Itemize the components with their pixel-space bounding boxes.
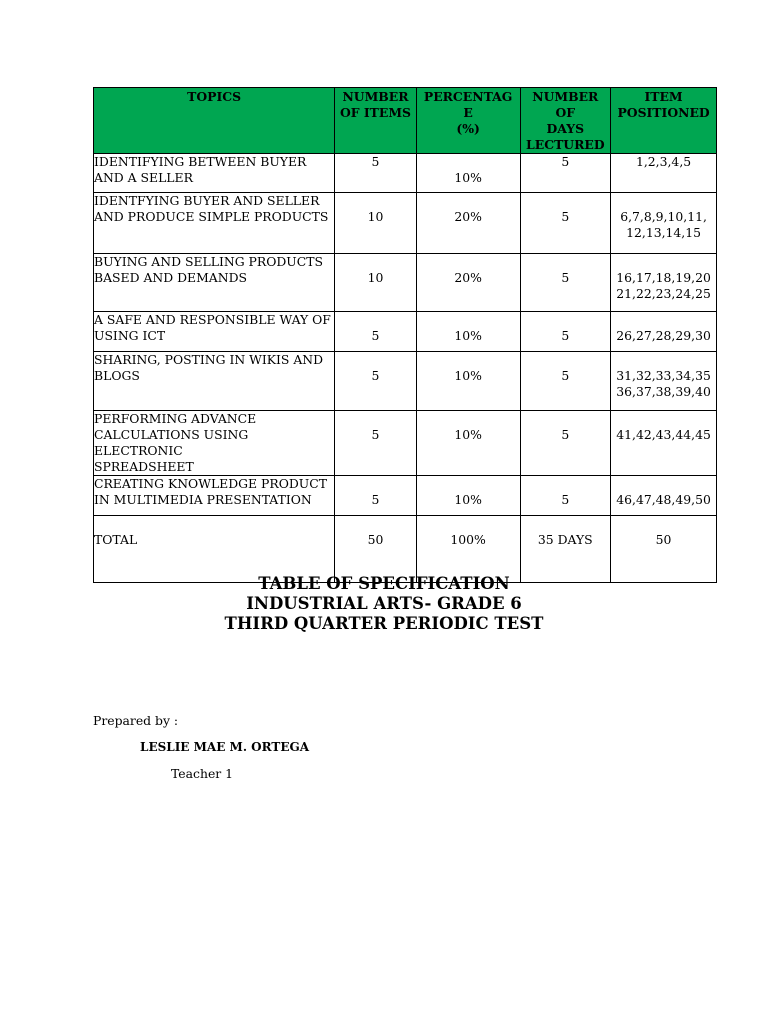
items-cell: 5 <box>335 411 416 476</box>
positioned-cell: 41,42,43,44,45 <box>611 411 717 476</box>
positioned-cell: 31,32,33,34,35 36,37,38,39,40 <box>611 352 717 411</box>
percentage-cell: 10% <box>416 154 520 193</box>
specification-table <box>93 87 717 583</box>
days-cell: 5 <box>520 254 611 312</box>
percentage-cell: 20% <box>416 193 520 254</box>
items-cell: 5 <box>335 154 416 193</box>
header-number-of-items: NUMBER OF ITEMS <box>335 88 416 154</box>
total-items: 50 <box>335 516 416 583</box>
topic-cell: SHARING, POSTING IN WIKIS AND BLOGS <box>94 352 335 411</box>
total-days: 35 DAYS <box>520 516 611 583</box>
days-cell: 5 <box>520 193 611 254</box>
preparer-role: Teacher 1 <box>171 766 234 781</box>
items-cell: 10 <box>335 254 416 312</box>
percentage-cell: 10% <box>416 352 520 411</box>
topic-cell: IDENTFYING BUYER AND SELLER AND PRODUCE SIMPLE PRODUCTS <box>94 193 335 254</box>
table-row <box>94 154 717 193</box>
percentage-cell: 20% <box>416 254 520 312</box>
table-row <box>94 312 717 352</box>
total-label: TOTAL <box>94 516 335 583</box>
topic-cell: IDENTIFYING BETWEEN BUYER AND A SELLER <box>94 154 335 193</box>
header-percentage: PERCENTAG E (%) <box>416 88 520 154</box>
total-percentage: 100% <box>416 516 520 583</box>
items-cell: 10 <box>335 193 416 254</box>
table-row <box>94 411 717 476</box>
percentage-cell: 10% <box>416 312 520 352</box>
days-cell: 5 <box>520 476 611 516</box>
days-cell: 5 <box>520 352 611 411</box>
title-line-1: TABLE OF SPECIFICATION <box>258 574 510 593</box>
table-row <box>94 352 717 411</box>
days-cell: 5 <box>520 411 611 476</box>
items-cell: 5 <box>335 352 416 411</box>
items-cell: 5 <box>335 312 416 352</box>
prepared-by-label: Prepared by : <box>93 713 179 728</box>
title-line-3: THIRD QUARTER PERIODIC TEST <box>224 614 544 633</box>
title-line-2: INDUSTRIAL ARTS- GRADE 6 <box>246 594 522 613</box>
total-positioned: 50 <box>611 516 717 583</box>
topic-cell: CREATING KNOWLEDGE PRODUCT IN MULTIMEDIA PRESENTATION <box>94 476 335 516</box>
positioned-cell: 16,17,18,19,20 21,22,23,24,25 <box>611 254 717 312</box>
total-row <box>94 516 717 583</box>
topic-cell: BUYING AND SELLING PRODUCTS BASED AND DEMANDS <box>94 254 335 312</box>
topic-cell: PERFORMING ADVANCE CALCULATIONS USING ELECTRONIC SPREADSHEET <box>94 411 335 476</box>
days-cell: 5 <box>520 154 611 193</box>
table-header-row <box>94 88 717 154</box>
positioned-cell: 26,27,28,29,30 <box>611 312 717 352</box>
table-row <box>94 476 717 516</box>
header-topics: TOPICS <box>94 88 335 154</box>
header-days-lectured: NUMBER OF DAYS LECTURED <box>520 88 611 154</box>
table-row <box>94 254 717 312</box>
header-item-positioned: ITEM POSITIONED <box>611 88 717 154</box>
positioned-cell: 6,7,8,9,10,11, 12,13,14,15 <box>611 193 717 254</box>
percentage-cell: 10% <box>416 411 520 476</box>
topic-cell: A SAFE AND RESPONSIBLE WAY OF USING ICT <box>94 312 335 352</box>
positioned-cell: 1,2,3,4,5 <box>611 154 717 193</box>
positioned-cell: 46,47,48,49,50 <box>611 476 717 516</box>
days-cell: 5 <box>520 312 611 352</box>
percentage-cell: 10% <box>416 476 520 516</box>
table-row <box>94 193 717 254</box>
preparer-name: LESLIE MAE M. ORTEGA <box>140 740 310 754</box>
items-cell: 5 <box>335 476 416 516</box>
document-title <box>0 574 768 634</box>
